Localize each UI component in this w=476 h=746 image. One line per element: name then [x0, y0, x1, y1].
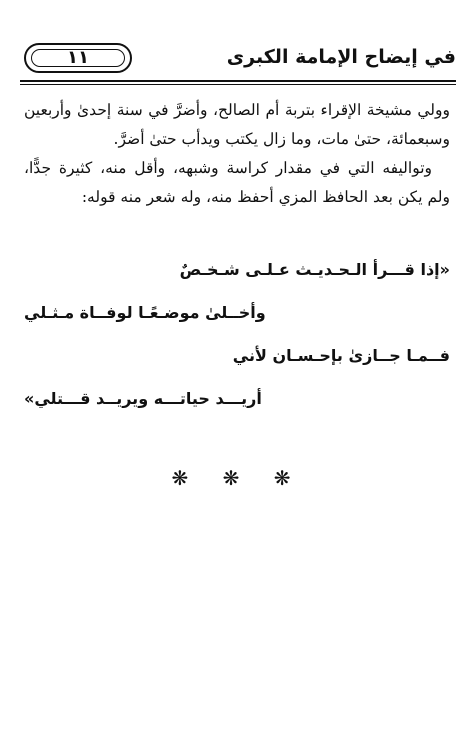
- paragraph-2: وتواليفه التي في مقدار كراسة وشبهه، وأقل منه، كثيرة جدًّا، ولم يكن بعد الحافظ المزي أحفظ منه، وله شعر منه قوله:: [24, 159, 450, 206]
- page-number-badge: [24, 43, 132, 73]
- poem: [24, 256, 450, 428]
- page-number: ١١: [67, 47, 89, 68]
- page-header: [20, 40, 456, 86]
- header-rule-thin: [20, 84, 456, 85]
- section-end-ornament: ❋ ❋ ❋: [171, 466, 305, 490]
- paragraph-1: وولي مشيخة الإقراء بتربة أم الصالح، وأضرَّ في سنة إحدىٰ وأربعين وسبعمائة، حتىٰ مات، وما زال يكتب ويدأب حتىٰ أضرَّ.: [24, 101, 450, 148]
- body-text: [24, 96, 450, 212]
- poem-verse-3: فــمـا جــازىٰ بإحـسـان لأني: [232, 346, 450, 365]
- poem-verse-1: «إذا قـــرأ الـحـديـث عـلـى شـخـصٌ: [179, 260, 450, 279]
- poem-verse-4: أريـــد حياتـــه ويريــد قـــتلي»: [24, 389, 262, 408]
- header-rule: [20, 80, 456, 82]
- running-title: في إيضاح الإمامة الكبرى: [226, 46, 456, 68]
- poem-verse-2: وأخــلىٰ موضـعًـا لوفــاة مـثـلي: [24, 303, 266, 322]
